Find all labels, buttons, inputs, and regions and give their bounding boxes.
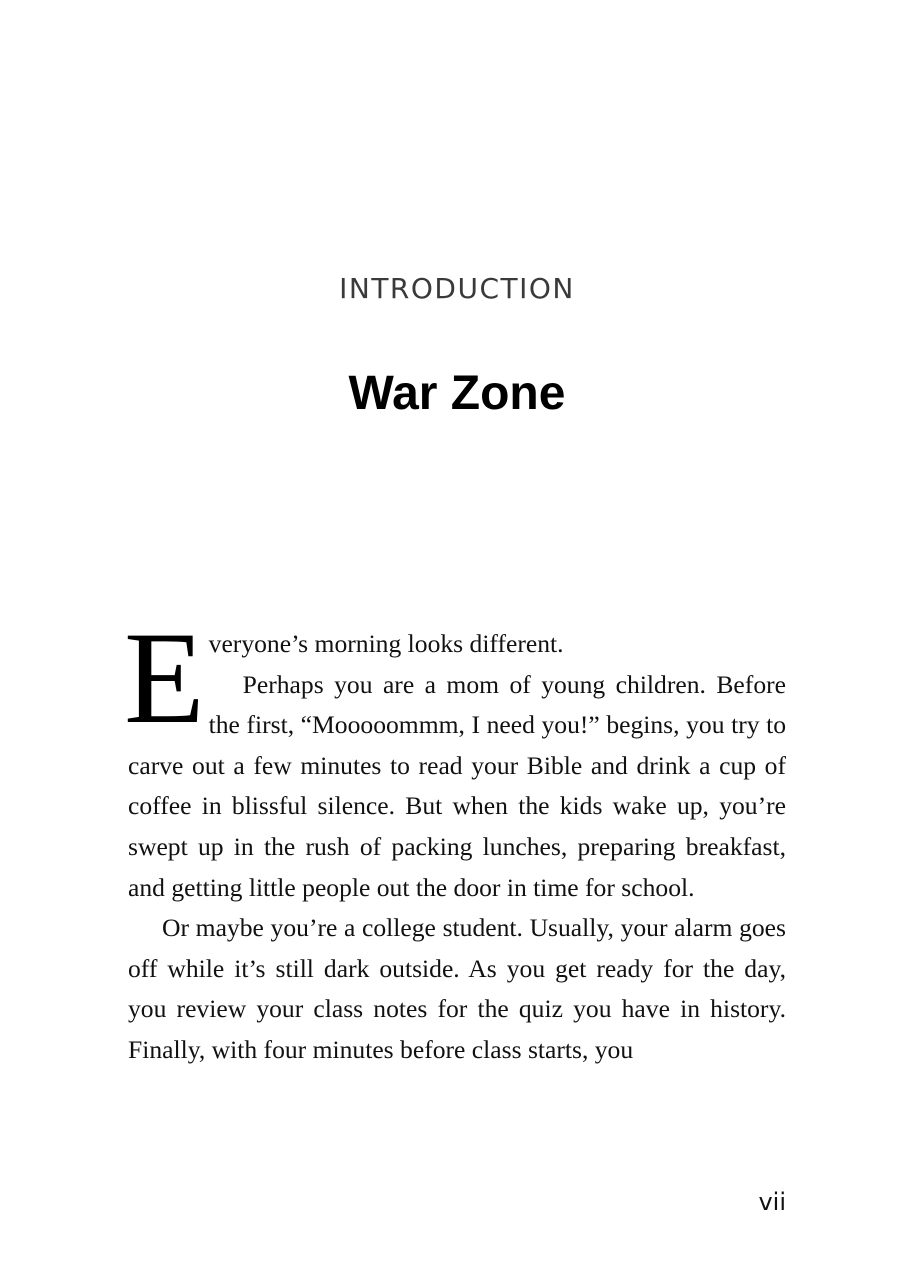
body-text xyxy=(124,604,786,1071)
paragraph-1: Perhaps you are a mom of young children. Before the first, “Mooooommm, I need you!” begins, you try to carve out a few minutes to read your Bible and drink a cup of coffee in blissful silence. But when the kids wake up, you’re swept up in the rush of packing lunches, preparing breakfast, and getting little people out the door in time for school. xyxy=(128,669,786,902)
page-number: vii xyxy=(758,1188,786,1216)
chapter-label: INTRODUCTION xyxy=(339,272,575,305)
drop-cap: E xyxy=(124,604,205,751)
opening-line: veryone’s morning looks different. xyxy=(208,629,564,658)
paragraph-2: Or maybe you’re a college student. Usually, your alarm goes off while it’s still dark outside. As you get ready for the day, you review your class notes for the quiz you have in history. Finally, with four minutes before class starts, you xyxy=(128,913,786,1064)
chapter-title: War Zone xyxy=(348,367,566,420)
